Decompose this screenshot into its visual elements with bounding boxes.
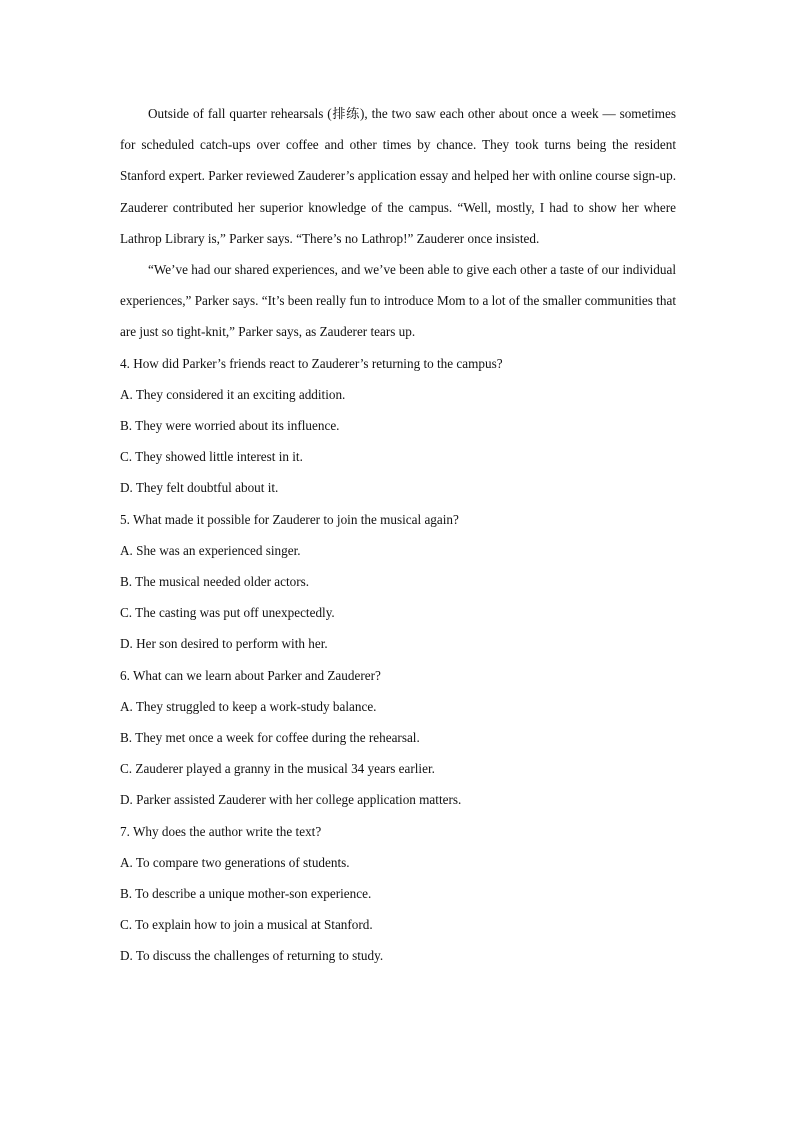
passage-paragraph: Outside of fall quarter rehearsals (排练), the two saw each other about once a week — sometimes for scheduled catch-ups over coffee and other times by chance. They took turns being the resident Stanford expert. Parker reviewed Zauderer’s application essay and helped her with online course sign-up. Zauderer contributed her superior knowledge of the campus. “Well, mostly, I had to show her where Lathrop Library is,” Parker says. “There’s no Lathrop!” Zauderer once insisted. xyxy=(120,106,677,246)
answer-option: A. They struggled to keep a work-study balance. xyxy=(120,698,377,714)
question-stem: 6. What can we learn about Parker and Zauderer? xyxy=(120,667,381,683)
answer-option: B. They were worried about its influence. xyxy=(120,418,340,434)
answer-option: C. Zauderer played a granny in the musical 34 years earlier. xyxy=(120,761,435,777)
answer-option: C. To explain how to join a musical at Stanford. xyxy=(120,917,373,933)
answer-option: B. To describe a unique mother-son experience. xyxy=(120,886,372,902)
answer-option: D. Her son desired to perform with her. xyxy=(120,636,328,652)
question-stem: 7. Why does the author write the text? xyxy=(120,823,322,839)
question-stem: 5. What made it possible for Zauderer to join the musical again? xyxy=(120,511,459,527)
answer-option: D. They felt doubtful about it. xyxy=(120,480,279,496)
answer-option: B. The musical needed older actors. xyxy=(120,574,310,590)
answer-option: A. To compare two generations of students. xyxy=(120,854,350,870)
answer-option: D. To discuss the challenges of returning to study. xyxy=(120,948,384,964)
question-7 xyxy=(120,816,676,972)
answer-option: A. She was an experienced singer. xyxy=(120,542,301,558)
answer-option: A. They considered it an exciting addition. xyxy=(120,386,346,402)
question-5 xyxy=(120,504,676,660)
question-6 xyxy=(120,660,676,816)
answer-option: C. They showed little interest in it. xyxy=(120,449,303,465)
answer-option: C. The casting was put off unexpectedly. xyxy=(120,605,335,621)
question-stem: 4. How did Parker’s friends react to Zauderer’s returning to the campus? xyxy=(120,355,503,371)
answer-option: D. Parker assisted Zauderer with her college application matters. xyxy=(120,792,462,808)
question-4 xyxy=(120,348,676,504)
reading-passage xyxy=(120,98,676,348)
answer-option: B. They met once a week for coffee during the rehearsal. xyxy=(120,730,420,746)
document-page xyxy=(120,98,676,972)
passage-paragraph: “We’ve had our shared experiences, and we’ve been able to give each other a taste of our individual experiences,” Parker says. “It’s been really fun to introduce Mom to a lot of the smaller communities that are just so tight-knit,” Parker says, as Zauderer tears up. xyxy=(120,262,676,340)
